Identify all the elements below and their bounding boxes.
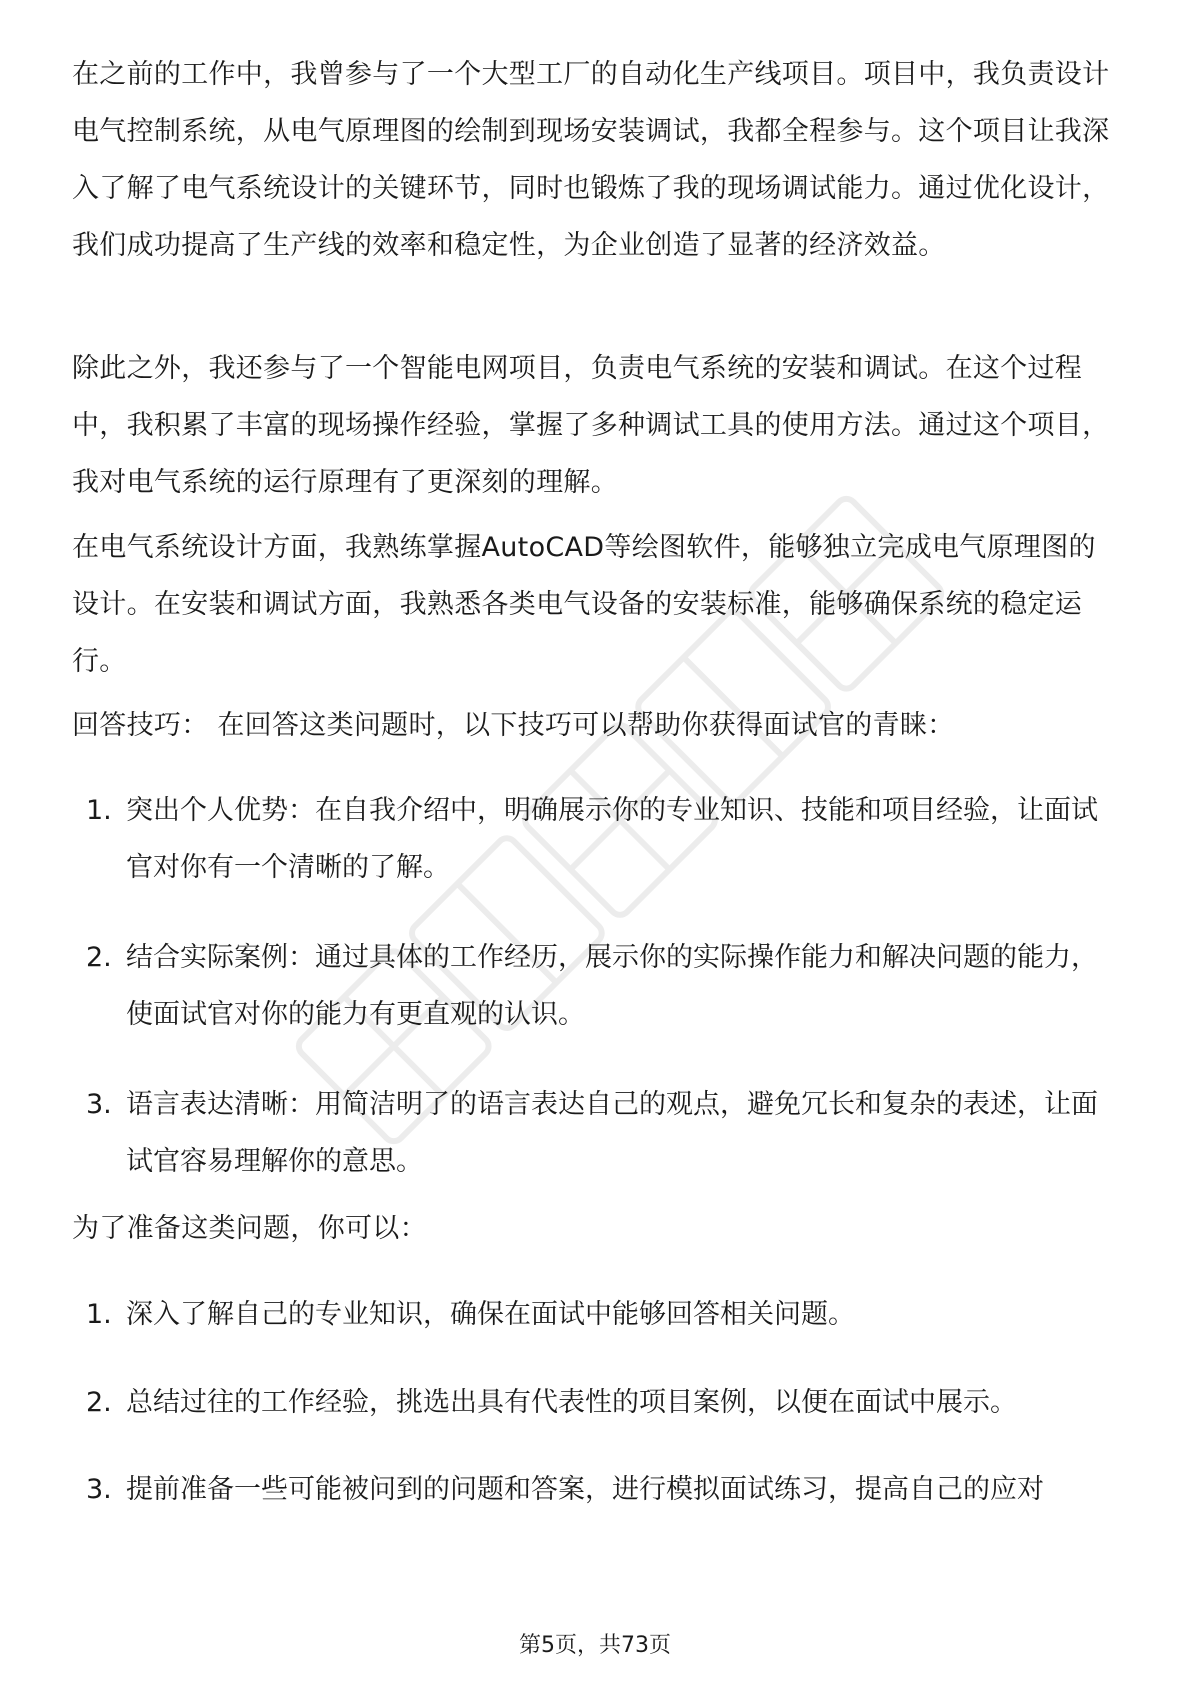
list-text: 深入了解自己的专业知识，确保在面试中能够回答相关问题。 <box>126 1299 855 1330</box>
list-number: 3. <box>86 1474 112 1505</box>
paragraph-project-experience: 在之前的工作中，我曾参与了一个大型工厂的自动化生产线项目。项目中，我负责设计电气控制系统，从电气原理图的绘制到现场安装调试，我都全程参与。这个项目让我深入了解了电气系统设计的关键环节，同时也锻炼了我的现场调试能力。通过优化设计，我们成功提高了生产线的效率和稳定性，为企业创造了显著的经济效益。 <box>72 59 1110 261</box>
list-text: 突出个人优势：在自我介绍中，明确展示你的专业知识、技能和项目经验，让面试官对你有一个清晰的了解。 <box>126 795 1098 883</box>
list-number: 3. <box>86 1089 112 1120</box>
list-item <box>86 1461 1122 1518</box>
list-number: 2. <box>86 1387 112 1418</box>
list-text: 提前准备一些可能被问到的问题和答案，进行模拟面试练习，提高自己的应对 <box>126 1474 1044 1505</box>
list-item <box>86 929 1122 1043</box>
list-item <box>86 782 1122 896</box>
list-item <box>86 1374 1122 1431</box>
list-number: 1. <box>86 795 112 826</box>
list-text: 结合实际案例：通过具体的工作经历，展示你的实际操作能力和解决问题的能力，使面试官对你的能力有更直观的认识。 <box>126 942 1098 1030</box>
page-number-footer: 第5页，共73页 <box>519 1633 671 1658</box>
list-item <box>86 1076 1122 1190</box>
paragraph-skills: 在电气系统设计方面，我熟练掌握AutoCAD等绘图软件，能够独立完成电气原理图的设计。在安装和调试方面，我熟悉各类电气设备的安装标准，能够确保系统的稳定运行。 <box>72 532 1096 677</box>
list-text: 语言表达清晰：用简洁明了的语言表达自己的观点，避免冗长和复杂的表述，让面试官容易理解你的意思。 <box>126 1089 1098 1177</box>
paragraph-answer-tips-intro: 回答技巧： 在回答这类问题时，以下技巧可以帮助你获得面试官的青睐： <box>72 710 955 741</box>
list-text: 总结过往的工作经验，挑选出具有代表性的项目案例，以便在面试中展示。 <box>126 1387 1017 1418</box>
paragraph-prep-intro: 为了准备这类问题，你可以： <box>72 1213 427 1244</box>
list-item <box>86 1286 1122 1343</box>
list-number: 2. <box>86 942 112 973</box>
list-number: 1. <box>86 1299 112 1330</box>
paragraph-smart-grid: 除此之外，我还参与了一个智能电网项目，负责电气系统的安装和调试。在这个过程中，我积累了丰富的现场操作经验，掌握了多种调试工具的使用方法。通过这个项目，我对电气系统的运行原理有了更深刻的理解。 <box>72 353 1110 498</box>
